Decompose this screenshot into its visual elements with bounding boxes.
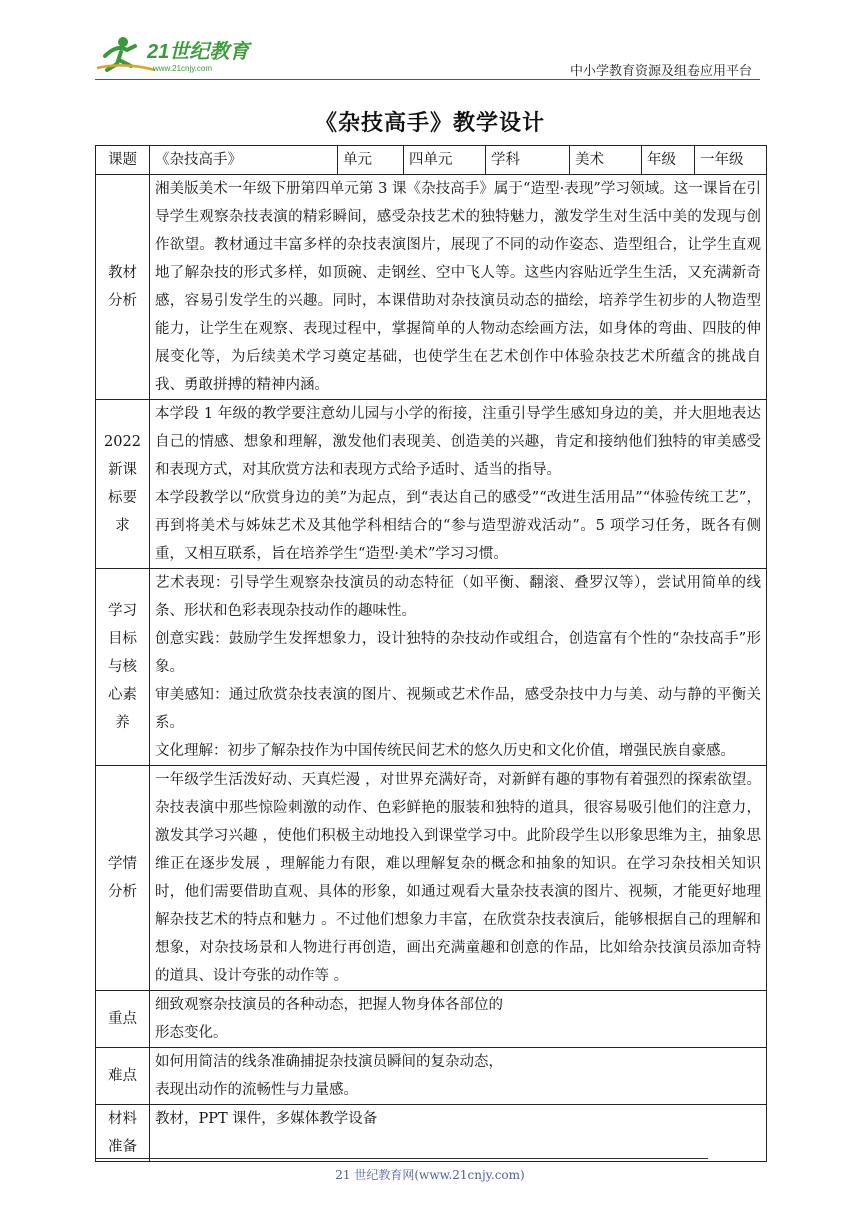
section-content <box>150 991 767 1048</box>
svg-text:www.21cnjy.com: www.21cnjy.com <box>153 64 212 73</box>
materials-row <box>96 1105 767 1162</box>
section-label: 教材 分析 <box>96 175 150 400</box>
section-paragraph: 湘美版美术一年级下册第四单元第 3 课《杂技高手》属于“造型·表现”学习领域。这一课旨在引导学生观察杂技表演的精彩瞬间，感受杂技艺术的独特魅力，激发学生对生活中美的发现与创作欲望。教材通过丰富多样的杂技表演图片，展现了不同的动作姿态、造型组合，让学生直观地了解杂技的形式多样，如顶碗、走钢丝、空中飞人等。这些内容贴近学生生活，又充满新奇感，容易引发学生的兴趣。同时，本课借助对杂技演员动态的描绘，培养学生初步的人物造型能力，让学生在观察、表现过程中，掌握简单的人物动态绘画方法，如身体的弯曲、四肢的伸展变化等，为后续美术学习奠定基础，也使学生在艺术创作中体验杂技艺术所蕴含的挑战自我、勇敢拼搏的精神内涵。 <box>155 181 761 393</box>
svg-text:21世纪教育: 21世纪教育 <box>147 41 250 63</box>
grade-value: 一年级 <box>695 146 767 175</box>
lesson-plan-table <box>95 145 767 1162</box>
header-divider <box>95 79 760 80</box>
section-paragraph: 表现出动作的流畅性与力量感。 <box>155 1082 358 1098</box>
section-paragraph: 一年级学生活泼好动、天真烂漫 ，对世界充满好奇，对新鲜有趣的事物有着强烈的探索欲望。杂技表演中那些惊险刺激的动作、色彩鲜艳的服装和独特的道具，很容易吸引他们的注意力，激发其学习兴趣 ，使他们积极主动地投入到课堂学习中。此阶段学生以形象思维为主，抽象思维正在逐步发展 ，理解能力有限，难以理解复杂的概念和抽象的知识。在学习杂技相关知识时，他们需要借助直观、具体的形象，如通过观看大量杂技表演的图片、视频，才能更好地理解杂技艺术的特点和魅力 。不过他们想象力丰富，在欣赏杂技表演后，能够根据自己的理解和想象，对杂技场景和人物进行再创造，画出充满童趣和创意的作品，比如给杂技演员添加奇特的道具、设计夸张的动作等 。 <box>155 772 761 984</box>
section-content <box>150 569 767 766</box>
subject-value: 美术 <box>570 146 642 175</box>
section-label: 难点 <box>96 1048 150 1105</box>
objectives-row <box>96 569 767 766</box>
textbook-analysis-row <box>96 175 767 400</box>
grade-label: 年级 <box>642 146 695 175</box>
section-paragraph: 细致观察杂技演员的各种动态，把握人物身体各部位的 <box>155 997 503 1013</box>
section-content <box>150 1048 767 1105</box>
section-paragraph: 如何用简洁的线条准确捕捉杂技演员瞬间的复杂动态， <box>155 1054 503 1070</box>
unit-value: 四单元 <box>404 146 486 175</box>
logo-21cnjy <box>95 34 265 74</box>
section-paragraph: 教材，PPT 课件，多媒体教学设备 <box>155 1111 378 1127</box>
course-label: 课题 <box>96 146 150 175</box>
subject-label: 学科 <box>486 146 570 175</box>
section-content <box>150 175 767 400</box>
section-content <box>150 1105 767 1162</box>
section-label: 重点 <box>96 991 150 1048</box>
document-title: 《杂技高手》教学设计 <box>314 110 545 136</box>
difficulty-row <box>96 1048 767 1105</box>
section-paragraph: 本学段教学以“欣赏身边的美”为起点，到“表达自己的感受”“改进生活用品”“体验传统工艺”，再到将美术与姊妹艺术及其他学科相结合的“参与造型游戏活动”。5 项学习任务，既各有侧重，又相互联系，旨在培养学生“造型·美术”学习习惯。 <box>155 490 761 562</box>
page-header <box>95 30 760 80</box>
section-label: 学情 分析 <box>96 766 150 991</box>
key-point-row <box>96 991 767 1048</box>
platform-name: 中小学教育资源及组卷应用平台 <box>569 64 752 79</box>
section-paragraph: 创意实践：鼓励学生发挥想象力，设计独特的杂技动作或组合，创造富有个性的“杂技高手”形象。 <box>155 631 761 675</box>
section-paragraph: 形态变化。 <box>155 1025 228 1041</box>
course-value: 《杂技高手》 <box>150 146 338 175</box>
unit-label: 单元 <box>338 146 404 175</box>
footer-text: 21 世纪教育网(www.21cnjy.com) <box>335 1168 525 1182</box>
learner-analysis-row <box>96 766 767 991</box>
section-content <box>150 766 767 991</box>
section-label: 学习 目标 与核 心素 养 <box>96 569 150 766</box>
section-paragraph: 文化理解：初步了解杂技作为中国传统民间艺术的悠久历史和文化价值，增强民族自豪感。 <box>155 743 735 759</box>
section-label: 材料 准备 <box>96 1105 150 1162</box>
section-paragraph: 艺术表现：引导学生观察杂技演员的动态特征（如平衡、翻滚、叠罗汉等），尝试用简单的线条、形状和色彩表现杂技动作的趣味性。 <box>155 575 761 619</box>
section-content <box>150 400 767 569</box>
footer-divider <box>95 1158 708 1159</box>
section-paragraph: 本学段 1 年级的教学要注意幼儿园与小学的衔接，注重引导学生感知身边的美，并大胆地表达自己的情感、想象和理解，激发他们表现美、创造美的兴趣，肯定和接纳他们独特的审美感受和表现方式，对其欣赏方法和表现方式给予适时、适当的指导。 <box>155 406 761 478</box>
section-label: 2022 新课 标要 求 <box>96 400 150 569</box>
section-paragraph: 审美感知：通过欣赏杂技表演的图片、视频或艺术作品，感受杂技中力与美、动与静的平衡关系。 <box>155 687 761 731</box>
info-row <box>96 146 767 175</box>
curriculum-standard-row <box>96 400 767 569</box>
